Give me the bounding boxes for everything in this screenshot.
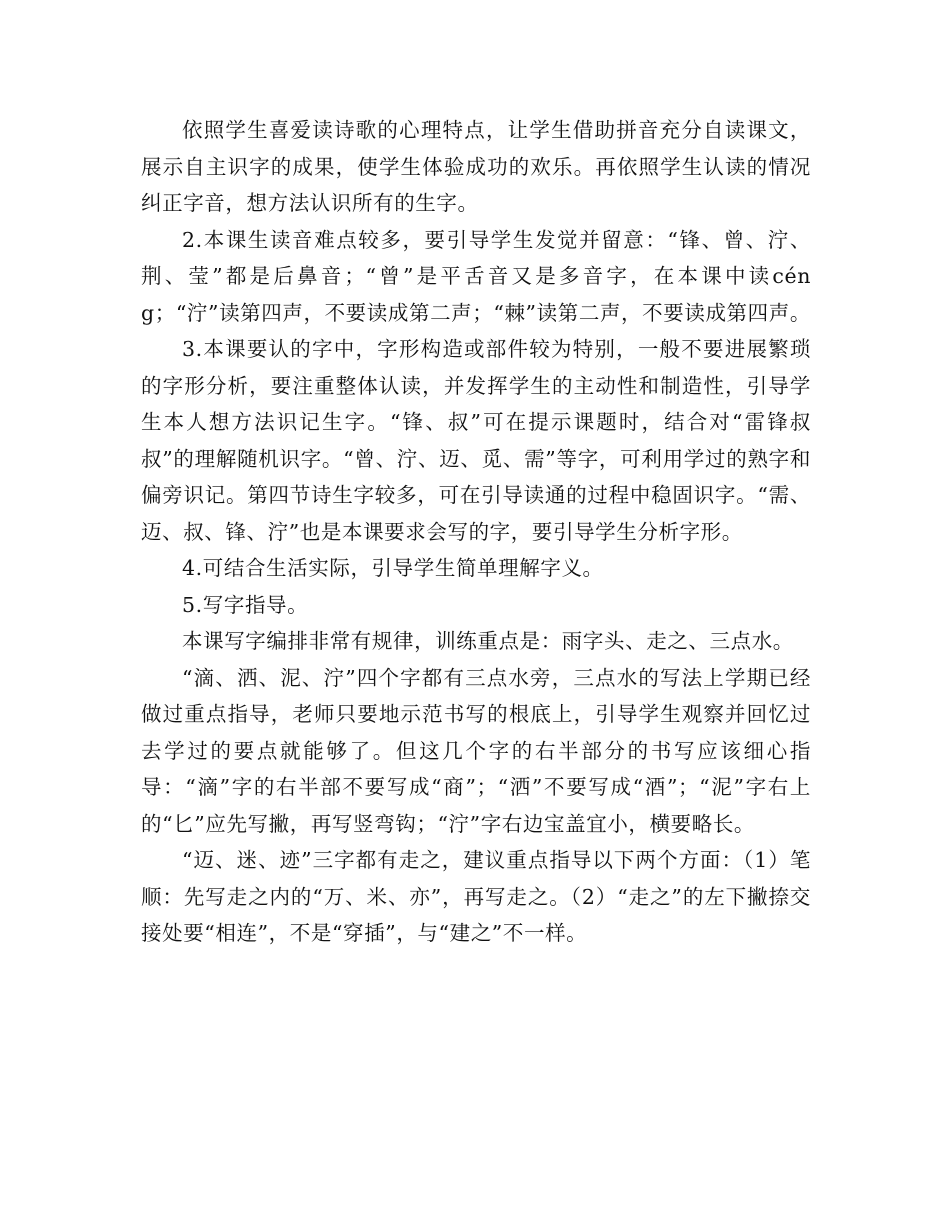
paragraph-point-3-character-forms: 3.本课要认的字中，字形构造或部件较为特别，一般不要进展繁琐的字形分析，要注重整体认读，并发挥学生的主动性和制造性，引导学生本人想方法识记生字。“锋、叔”可在提示课题时，结合对“雷锋叔叔”的理解随机识字。“曾、泞、迈、觅、需”等字，可利用学过的熟字和偏旁识记。第四节诗生字较多，可在引导读通的过程中稳固识字。“需、迈、叔、锋、泞”也是本课要求会写的字，要引导学生分析字形。: [141, 337, 811, 544]
document-body: [141, 112, 811, 952]
paragraph-three-dots-water: “滴、洒、泥、泞”四个字都有三点水旁，三点水的写法上学期已经做过重点指导，老师只要地示范书写的根底上，引导学生观察并回忆过去学过的要点就能够了。但这几个字的右半部分的书写应该细心指导：“滴”字的右半部不要写成“商”；“洒”不要写成“酒”；“泥”字右上的“匕”应先写撇，再写竖弯钩；“泞”字右边宝盖宜小，横要略长。: [141, 665, 811, 836]
paragraph-point-5-writing-guide: 5.写字指导。: [182, 592, 309, 617]
paragraph-walking-radical: “迈、迷、迹”三字都有走之，建议重点指导以下两个方面：（1）笔顺：先写走之内的“万、米、亦”，再写走之。（2）“走之”的左下撇捺交接处要“相连”，不是“穿插”，与“建之”不一样。: [141, 848, 811, 945]
paragraph-writing-focus: 本课写字编排非常有规律，训练重点是：雨字头、走之、三点水。: [182, 629, 794, 653]
paragraph-reading-intro: 依照学生喜爱读诗歌的心理特点，让学生借助拼音充分自读课文，展示自主识字的成果，使学生体验成功的欢乐。再依照学生认读的情况纠正字音，想方法认识所有的生字。: [141, 118, 811, 215]
paragraph-point-2-pronunciation: 2.本课生读音难点较多，要引导学生发觉并留意：“锋、曾、泞、荆、莹”都是后鼻音；“曾”是平舌音又是多音字，在本课中读céng；“泞”读第四声，不要读成第二声；“棘”读第二声，不要读成第四声。: [141, 227, 811, 325]
paragraph-point-4-meaning: 4.可结合生活实际，引导学生简单理解字义。: [182, 556, 604, 580]
